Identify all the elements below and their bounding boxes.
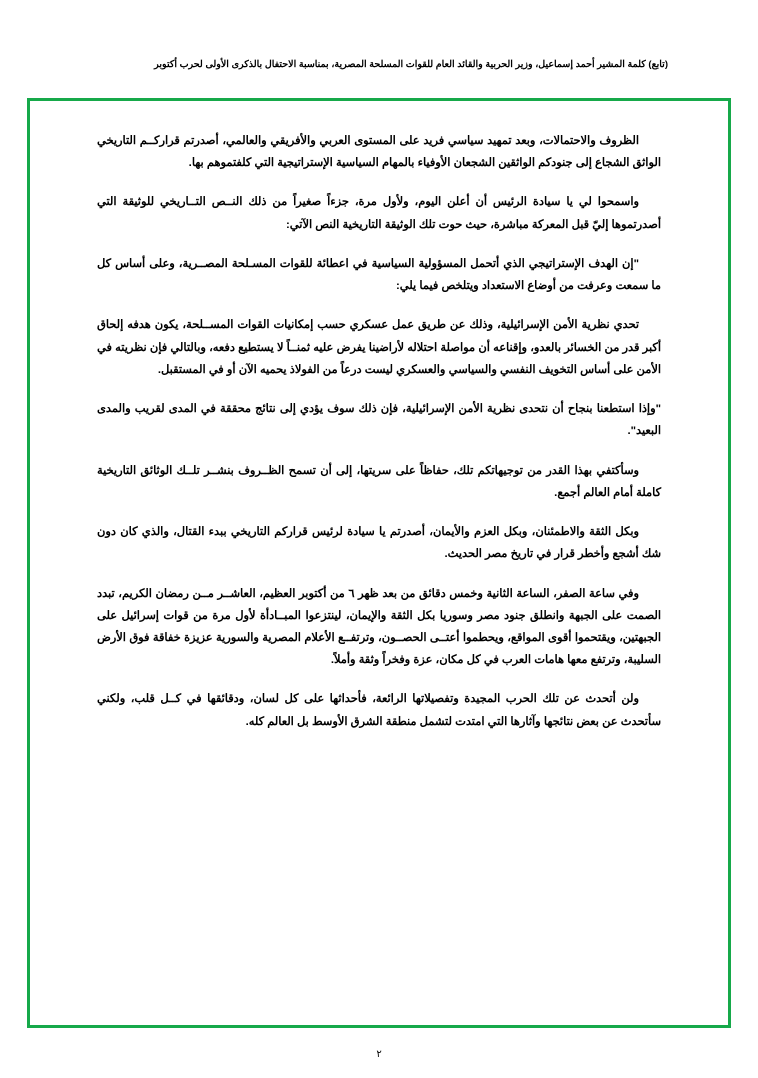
paragraph: ولن أتحدث عن تلك الحرب المجيدة وتفصيلاتها الرائعة، فأحداثها على كل لسان، ودقائقها في كــل قلب، ولكني سأتحدث عن بعض نتائجها وآثارها التي امتدت لتشمل منطقة الشرق الأوسط بل العالم كله. bbox=[97, 693, 661, 728]
page-number: ٢ bbox=[376, 1049, 382, 1060]
page-header: (تابع) كلمة المشير أحمد إسماعيل، وزير الحربية والقائد العام للقوات المسلحة المصرية، بمناسبة الاحتفال بالذكرى الأولى لحرب أكتوبر bbox=[154, 59, 668, 70]
paragraph: الظروف والاحتمالات، وبعد تمهيد سياسي فريد على المستوى العربي والأفريقي والعالمي، أصدرتم قراركــم التاريخي الواثق الشجاع إلى جنودكم الواثقين الشجعان الأوفياء بالمهام السياسية الإستراتيجية التي كلفتموهم بها. bbox=[97, 135, 661, 170]
paragraph: وسأكتفي بهذا القدر من توجيهاتكم تلك، حفاظاً على سريتها، إلى أن تسمح الظــروف بنشــر تلــك الوثائق التاريخية كاملة أمام العالم أجمع. bbox=[97, 464, 661, 499]
paragraph: تحدي نظرية الأمن الإسرائيلية، وذلك عن طريق عمل عسكري حسب إمكانيات القوات المســلحة، يكون هدفه إلحاق أكبر قدر من الخسائر بالعدو، وإقناعه أن مواصلة احتلاله لأراضينا يفرض عليه ثمنــاً لا يستطيع دفعه، وبالتالي فإن نظريته في الأمن على أساس التخويف النفسي والسياسي والعسكري ليست درعاً من الفولاذ يحميه الآن أو في المستقبل. bbox=[97, 319, 661, 376]
paragraph: "إن الهدف الإستراتيجي الذي أتحمل المسؤولية السياسية في اعطائة للقوات المسـلحة المصــرية، وعلى أساس كل ما سمعت وعرفت من أوضاع الاستعداد ويتلخص فيما يلي: bbox=[97, 257, 661, 293]
paragraph: "وإذا استطعنا بنجاح أن نتحدى نظرية الأمن الإسرائيلية، فإن ذلك سوف يؤدي إلى نتائج محققة في المدى لقريب والمدى البعيد". bbox=[97, 403, 661, 438]
paragraph: وبكل الثقة والاطمئنان، وبكل العزم والأيمان، أصدرتم يا سيادة لرئيس قراركم التاريخي ببدء القتال، والذي كان دون شك أشجع وأخطر قرار في تاريخ مصر الحديث. bbox=[97, 526, 661, 561]
paragraph: وفي ساعة الصفر، الساعة الثانية وخمس دقائق من بعد ظهر ٦ من أكتوبر العظيم، العاشــر مــن رمضان الكريم، تبدد الصمت على الجبهة وانطلق جنود مصر وسوريا بكل الثقة والإيمان، لينتزعوا المبــادأة لأول مرة من قوات إسرائيل على الجبهتين، ويقتحموا أقوى المواقع، ويحطموا أعتــى الحصــون، وترتفــع الأعلام المصرية والسورية عزيزة خفاقة فوق الأرض السليبة، وترتفع معها هامات العرب في كل مكان، عزة وفخراً وثقة وأملاً. bbox=[97, 587, 661, 667]
paragraph: واسمحوا لي يا سيادة الرئيس أن أعلن اليوم، ولأول مرة، جزءاً صغيراً من ذلك النــص التــاريخي للوثيقة التي أصدرتموها إليّ قبل المعركة مباشرة، حيث حوت تلك الوثيقة التاريخية النص الآتي: bbox=[97, 196, 661, 231]
document-body bbox=[97, 130, 661, 750]
